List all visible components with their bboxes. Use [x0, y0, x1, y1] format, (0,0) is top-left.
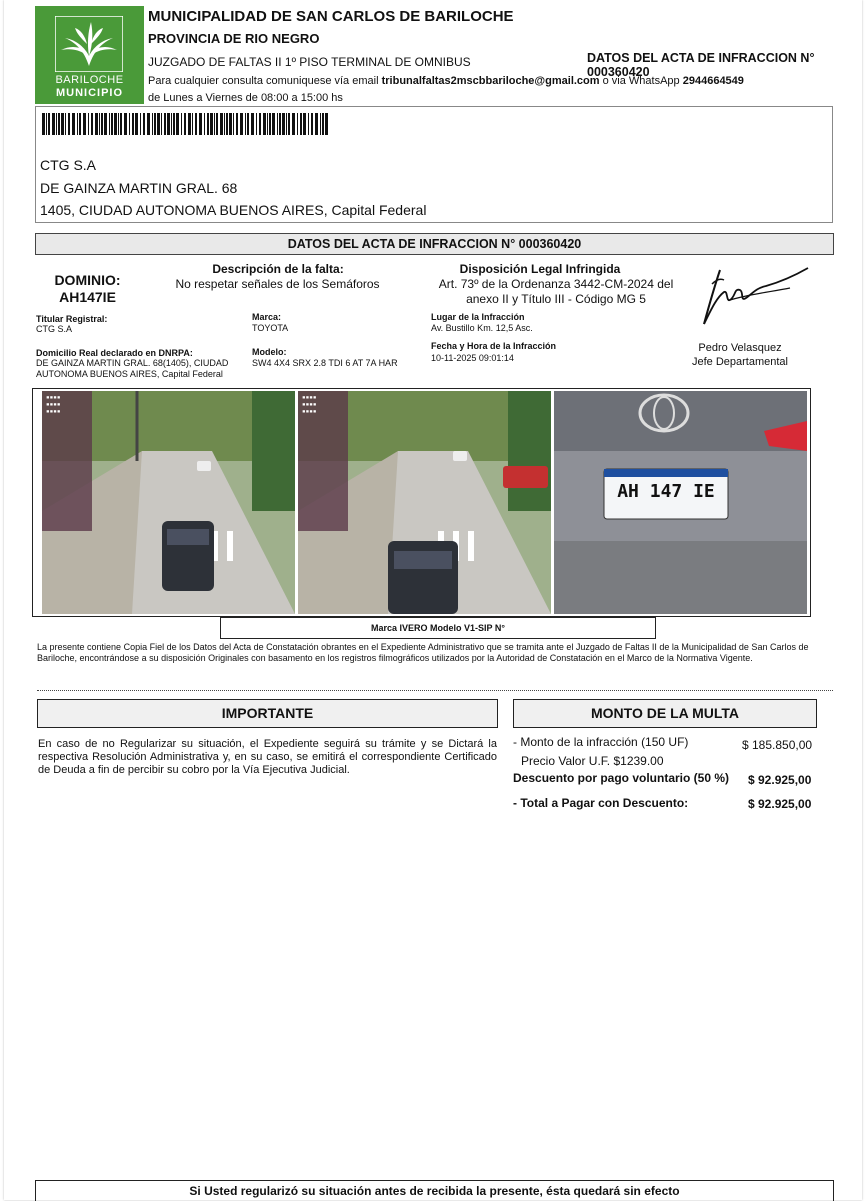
dominio-label: DOMINIO: — [54, 272, 121, 288]
legal-notice: La presente contiene Copia Fiel de los Datos del Acta de Constatación obrantes en el Expediente Administrativo que se tramita ante el Juzgado de Faltas II de la Municipalidad de San Carlos de Bariloche, encontrándose a su disposición Originales con basamento en los registros filmográficos utilizados por la Autoridad de Constatación en el Marco de la Normativa Vigente. — [37, 642, 809, 663]
lily-flower-icon — [55, 16, 123, 72]
dominio — [40, 272, 135, 306]
total-label: - Total a Pagar con Descuento: — [513, 796, 689, 810]
dotted-divider — [37, 690, 833, 691]
acta-title-bar: DATOS DEL ACTA DE INFRACCION N° 000360420 — [35, 233, 834, 255]
municipio-logo — [35, 6, 144, 104]
domicilio-value: DE GAINZA MARTIN GRAL. 68(1405), CIUDAD AUTONOMA BUENOS AIRES, Capital Federal — [36, 358, 229, 379]
header-acta-number: DATOS DEL ACTA DE INFRACCION N° 000360420 — [587, 51, 815, 79]
precio-uf: Precio Valor U.F. $1239.00 — [521, 754, 664, 768]
titular-value: CTG S.A — [36, 324, 73, 334]
legal-disposition-label: Disposición Legal Infringida — [459, 262, 621, 276]
contact-prefix: Para cualquier consulta comuniquese vía email — [148, 75, 379, 87]
modelo-value: SW4 4X4 SRX 2.8 TDI 6 AT 7A HAR — [252, 358, 398, 368]
titular-label: Titular Registral: — [36, 314, 108, 324]
traffic-camera-photo-2 — [298, 391, 551, 614]
logo-line1: BARILOCHE — [55, 74, 124, 86]
marca-label: Marca: — [252, 312, 282, 322]
lugar-label: Lugar de la Infracción — [431, 312, 525, 322]
legal-disposition-value: Art. 73º de la Ordenanza 3442-CM-2024 del anexo II y Título III - Código MG 5 — [438, 277, 674, 306]
total-value: $ 92.925,00 — [748, 797, 812, 811]
logo-line2: MUNICIPIO — [55, 87, 124, 99]
municipality-title: MUNICIPALIDAD DE SAN CARLOS DE BARILOCHE — [148, 8, 514, 25]
recipient-city: 1405, CIUDAD AUTONOMA BUENOS AIRES, Capital Federal — [40, 202, 427, 218]
fecha-value: 10-11-2025 09:01:14 — [431, 353, 514, 363]
descuento-label: Descuento por pago voluntario (50 %) — [513, 771, 730, 785]
description-label: Descripción de la falta: — [212, 262, 344, 276]
fecha-label: Fecha y Hora de la Infracción — [431, 341, 557, 351]
contact-mid: o via WhatsApp — [602, 75, 680, 87]
photo-overlay-text-2: ▪▪▪▪ ▪▪▪▪ ▪▪▪▪ — [302, 394, 317, 415]
dominio-value: AH147IE — [59, 289, 116, 305]
monto-title: MONTO DE LA MULTA — [513, 699, 817, 728]
importante-title: IMPORTANTE — [37, 699, 498, 728]
domicilio-label: Domicilio Real declarado en DNRPA: — [36, 348, 193, 358]
court-name: JUZGADO DE FALTAS II 1º PISO TERMINAL DE OMNIBUS — [148, 55, 471, 69]
photo-overlay-text-1: ▪▪▪▪ ▪▪▪▪ ▪▪▪▪ — [46, 394, 61, 415]
barcode — [42, 113, 328, 135]
description-value: No respetar señales de los Semáforos — [175, 277, 380, 291]
footer-notice: Si Usted regularizó su situación antes de recibida la presente, ésta quedará sin efecto — [35, 1180, 834, 1201]
province-title: PROVINCIA DE RIO NEGRO — [148, 31, 320, 46]
marca-value: TOYOTA — [252, 323, 289, 333]
monto-label: - Monto de la infracción (150 UF) — [513, 735, 689, 749]
recipient-street: DE GAINZA MARTIN GRAL. 68 — [40, 180, 238, 196]
evidence-photos — [32, 388, 811, 617]
license-plate-closeup — [554, 391, 807, 614]
lugar-value: Av. Bustillo Km. 12,5 Asc. — [431, 323, 533, 333]
plate-text: AH 147 IE — [617, 481, 715, 502]
importante-text: En caso de no Regularizar su situación, el Expediente seguirá su trámite y se Dictará la respectiva Resolución Administrativa y, en su caso, se emitirá el correspondiente Certificado de Deuda a fin de percibir su cobro por la Vía Ejecutiva Judicial. — [38, 738, 497, 776]
signer — [665, 341, 815, 369]
contact-email[interactable]: tribunalfaltas2mscbbariloche@gmail.com — [381, 75, 600, 87]
contact-whatsapp[interactable]: 2944664549 — [682, 75, 744, 87]
recipient-name: CTG S.A — [40, 157, 97, 173]
handwritten-signature — [690, 262, 815, 332]
office-hours: de Lunes a Viernes de 08:00 a 15:00 hs — [148, 92, 343, 104]
camera-model-bar: Marca IVERO Modelo V1-SIP N° — [220, 617, 656, 639]
modelo-label: Modelo: — [252, 347, 287, 357]
signer-name: Pedro Velasquez — [698, 342, 782, 354]
descuento-value: $ 92.925,00 — [748, 773, 812, 787]
traffic-camera-photo-1 — [42, 391, 295, 614]
signer-title: Jefe Departamental — [692, 356, 788, 368]
monto-value: $ 185.850,00 — [742, 738, 813, 752]
